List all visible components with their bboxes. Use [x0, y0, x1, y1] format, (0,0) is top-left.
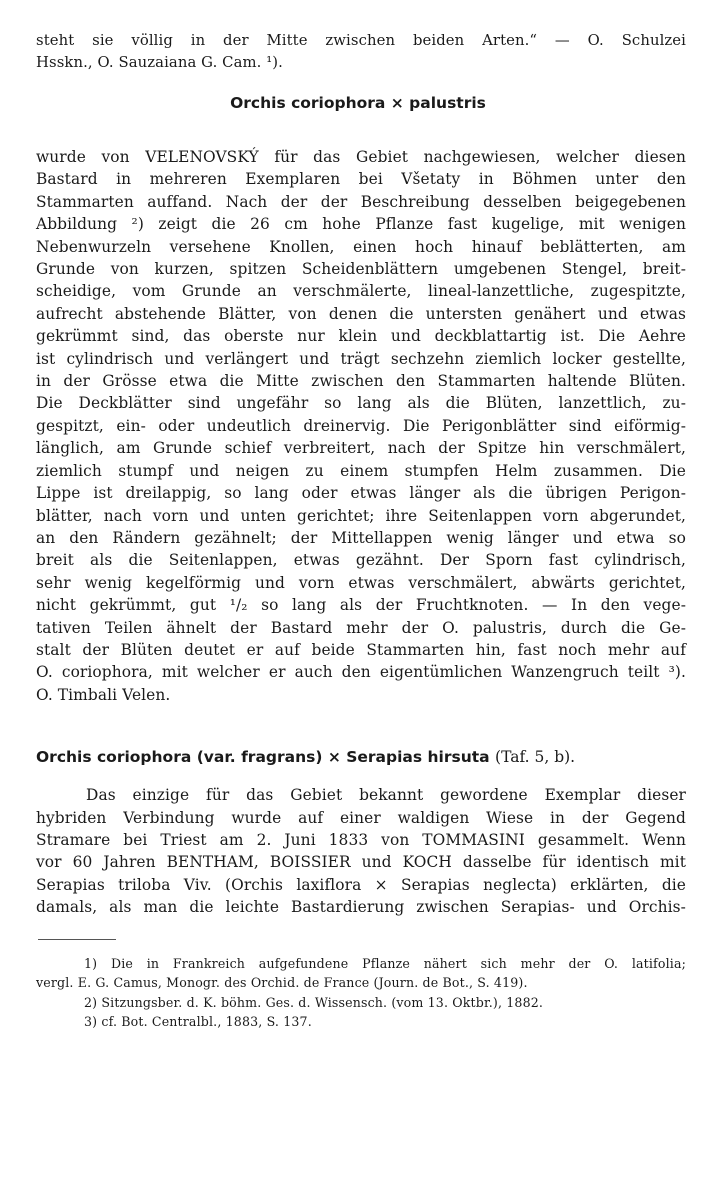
text-line: Abbildung ²) zeigt die 26 cm hohe Pflanze fast kugelige, mit wenigen: [36, 215, 686, 234]
intro-paragraph: [36, 30, 686, 74]
text-line: breit als die Seitenlappen, etwas gezähnt. Der Sporn fast cylindrisch,: [36, 551, 686, 570]
footnote-line: 3) cf. Bot. Centralbl., 1883, S. 137.: [84, 1014, 312, 1030]
text-line: hybriden Verbindung wurde auf einer waldigen Wiese in der Gegend: [36, 808, 686, 827]
text-line: blätter, nach vorn und unten gerichtet; ihre Seitenlappen vorn abgerundet,: [36, 506, 686, 525]
footnotes: [36, 954, 686, 1032]
footnote-divider: [38, 939, 116, 940]
footnote-line: 2) Sitzungsber. d. K. böhm. Ges. d. Wissensch. (vom 13. Oktbr.), 1882.: [84, 994, 544, 1010]
page: [36, 30, 686, 1032]
text-line: damals, als man die leichte Bastardierung zwischen Serapias- und Orchis-: [36, 898, 686, 917]
footnote-line: 1) Die in Frankreich aufgefundene Pflanze nähert sich mehr der O. latifolia;: [84, 955, 686, 971]
section-heading: Orchis coriophora × palustris: [230, 94, 486, 112]
text-line: länglich, am Grunde schief verbreitert, nach der Spitze hin verschmälert,: [36, 439, 686, 458]
text-line: Bastard in mehreren Exemplaren bei Všetaty in Böhmen unter den: [36, 170, 686, 189]
text-line: Nebenwurzeln versehene Knollen, einen hoch hinauf beblätterten, am: [36, 237, 686, 256]
plate-reference: (Taf. 5, b).: [495, 748, 576, 767]
text-line: stalt der Blüten deutet er auf beide Stammarten hin, fast noch mehr auf: [36, 640, 686, 659]
body-paragraph: [36, 146, 686, 706]
text-line: nicht gekrümmt, gut ¹/₂ so lang als der Fruchtknoten. — In den vege-: [36, 596, 686, 615]
text-line: Stammarten auffand. Nach der der Beschreibung desselben beigegebenen: [36, 192, 686, 211]
section-heading-title: Orchis coriophora (var. fragrans) × Serapias hirsuta: [36, 748, 490, 767]
text-line: wurde von VELENOVSKÝ für das Gebiet nachgewiesen, welcher diesen: [36, 148, 686, 166]
text-line: O. Timbali Velen.: [36, 685, 171, 704]
text-line: gespitzt, ein- oder undeutlich dreinervig. Die Perigonblätter sind eiförmig-: [36, 416, 686, 435]
text-line: steht sie völlig in der Mitte zwischen beiden Arten.“ — O. Schulzei: [36, 32, 686, 49]
body-paragraph: [36, 784, 686, 918]
text-line: Die Deckblätter sind ungefähr so lang als die Blüten, lanzettlich, zu-: [36, 394, 686, 413]
text-line: Das einzige für das Gebiet bekannt gewordene Exemplar dieser: [86, 786, 686, 805]
text-line: Stramare bei Triest am 2. Juni 1833 von TOMMASINI gesammelt. Wenn: [36, 830, 686, 849]
text-line: tativen Teilen ähnelt der Bastard mehr der O. palustris, durch die Ge-: [36, 618, 686, 637]
text-line: an den Rändern gezähnelt; der Mittellappen wenig länger und etwa so: [36, 528, 686, 547]
text-line: ist cylindrisch und verlängert und trägt sechzehn ziemlich locker gestellte,: [36, 349, 686, 368]
text-line: Lippe ist dreilappig, so lang oder etwas länger als die übrigen Perigon-: [36, 484, 686, 503]
section-heading: [36, 746, 686, 768]
text-line: Hsskn., O. Sauzaiana G. Cam. ¹).: [36, 54, 283, 71]
text-line: scheidige, vom Grunde an verschmälerte, lineal-lanzettliche, zugespitzte,: [36, 282, 686, 301]
text-line: ziemlich stumpf und neigen zu einem stumpfen Helm zusammen. Die: [36, 461, 686, 480]
text-line: sehr wenig kegelförmig und vorn etwas verschmälert, abwärts gerichtet,: [36, 573, 686, 592]
text-line: Serapias triloba Viv. (Orchis laxiflora × Serapias neglecta) erklärten, die: [36, 875, 686, 894]
text-line: O. coriophora, mit welcher er auch den eigentümlichen Wanzengruch teilt ³).: [36, 663, 686, 682]
text-line: aufrecht abstehende Blätter, von denen die untersten genähert und etwas: [36, 304, 686, 323]
text-line: Grunde von kurzen, spitzen Scheidenblättern umgebenen Stengel, breit-: [36, 260, 686, 279]
text-line: gekrümmt sind, das oberste nur klein und deckblattartig ist. Die Aehre: [36, 327, 686, 346]
text-line: vor 60 Jahren BENTHAM, BOISSIER und KOCH dasselbe für identisch mit: [36, 853, 686, 872]
text-line: in der Grösse etwa die Mitte zwischen den Stammarten haltende Blüten.: [36, 372, 686, 391]
footnote-line: vergl. E. G. Camus, Monogr. des Orchid. de France (Journ. de Bot., S. 419).: [36, 975, 528, 991]
